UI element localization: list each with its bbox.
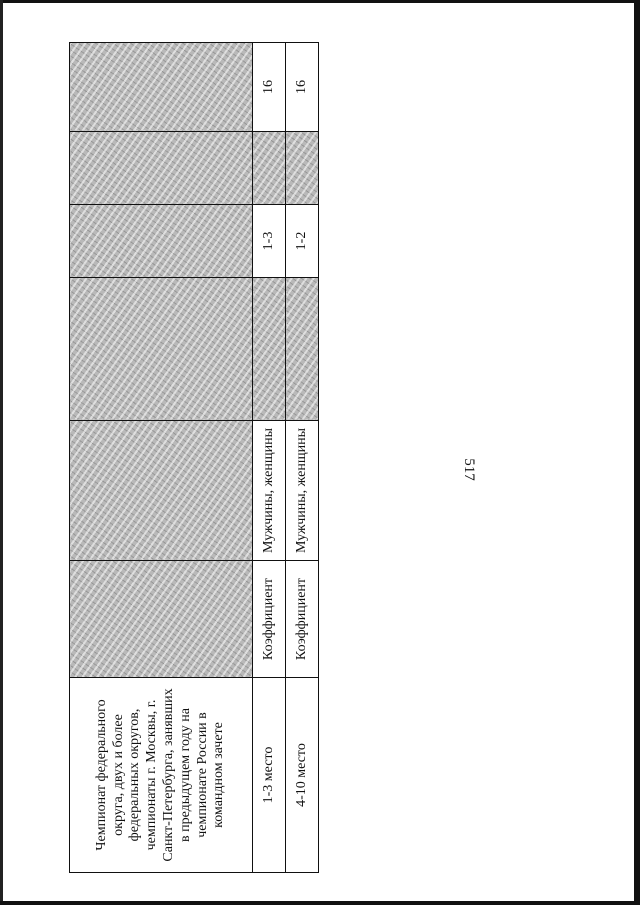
range-cell: 1-3 [253, 205, 286, 278]
type-cell: Коэффициент [286, 561, 319, 678]
hatched-cell [70, 43, 253, 132]
scan-border-top [0, 0, 640, 3]
gender-cell: Мужчины, женщины [253, 421, 286, 561]
hatched-cell [70, 205, 253, 278]
place-cell: 1-3 место [253, 678, 286, 873]
table-row-header [70, 43, 253, 873]
scan-border-left [0, 0, 3, 905]
scan-border-right [634, 0, 640, 905]
hatched-cell [70, 561, 253, 678]
hatched-cell [253, 132, 286, 205]
range-cell: 1-2 [286, 205, 319, 278]
rotated-table-container [69, 43, 319, 873]
gender-cell: Мужчины, женщины [286, 421, 319, 561]
header-cell-competition: Чемпионат федерального округа, двух и более федеральных округов, чемпионаты г. Москвы, г. Санкт-Петербурга, занявших в предыдущем году на чемпионате России в командном зачете [70, 678, 253, 873]
value-cell: 16 [286, 43, 319, 132]
scan-border-bottom [0, 901, 640, 905]
hatched-cell [286, 278, 319, 421]
value-cell: 16 [253, 43, 286, 132]
competition-coefficient-table [69, 42, 319, 873]
table-row [253, 43, 286, 873]
hatched-cell [286, 132, 319, 205]
place-cell: 4-10 место [286, 678, 319, 873]
hatched-cell [70, 132, 253, 205]
hatched-cell [253, 278, 286, 421]
hatched-cell [70, 278, 253, 421]
page-number: 517 [460, 458, 477, 481]
table-row [286, 43, 319, 873]
rotated-table [69, 43, 319, 873]
type-cell: Коэффициент [253, 561, 286, 678]
hatched-cell [70, 421, 253, 561]
